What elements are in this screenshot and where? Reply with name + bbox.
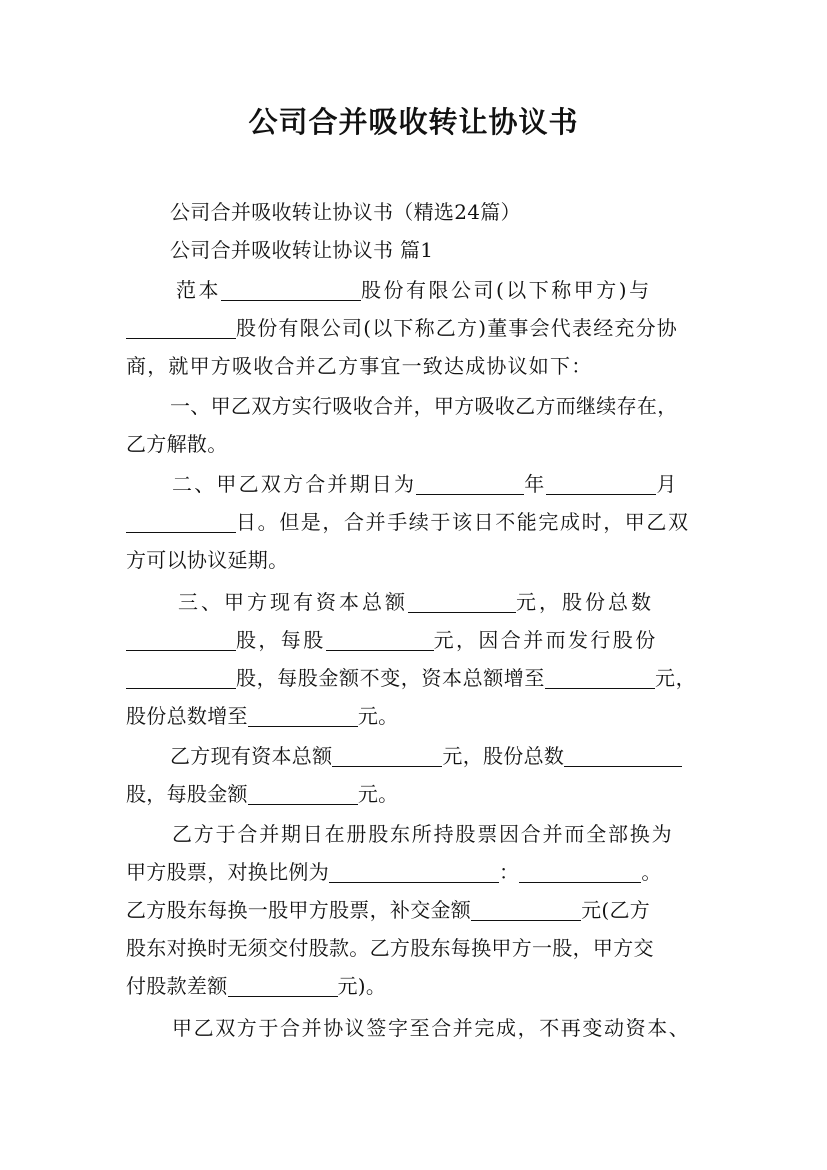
fill-blank [545, 668, 655, 689]
fill-blank [126, 512, 236, 533]
text-segment: 乙方现有资本总额 [170, 744, 333, 768]
text-segment: 元)。 [337, 974, 387, 998]
text-segment: 日。但是，合并手续于该日不能完成时，甲乙双 [236, 510, 690, 534]
text-segment: 月 [656, 472, 679, 496]
paragraph-line: 一、甲乙双方实行吸收合并，甲方吸收乙方而继续存在， [170, 394, 678, 418]
text-segment: 三、甲方现有资本总额 [178, 590, 408, 614]
paragraph-line [126, 702, 706, 730]
fill-blank [126, 630, 236, 651]
fill-blank [471, 900, 581, 921]
paragraph-line: 乙方解散。 [126, 432, 228, 456]
fill-blank [519, 862, 641, 883]
paragraph-line [126, 314, 706, 342]
text-segment: 股，每股金额 [126, 782, 248, 806]
paragraph-line [126, 858, 706, 886]
fill-blank [326, 630, 434, 651]
fill-blank [248, 784, 358, 805]
text-segment: 元。 [357, 704, 399, 728]
paragraph-line [126, 664, 706, 692]
fill-blank [408, 592, 516, 613]
fill-blank [416, 474, 524, 495]
text-segment: 元，股份总数 [442, 744, 565, 768]
text-segment: 元， [655, 666, 697, 690]
fill-blank [564, 746, 682, 767]
fill-blank [248, 706, 358, 727]
fill-blank [329, 862, 499, 883]
paragraph-line [178, 588, 758, 616]
paragraph-line: 股东对换时无须交付股款。乙方股东每换甲方一股，甲方交 [126, 936, 654, 960]
text-segment: 。 [641, 860, 662, 884]
paragraph-line [172, 470, 752, 498]
text-segment: 付股款差额 [126, 974, 228, 998]
paragraph-line [170, 742, 750, 770]
text-segment: 元，因合并而发行股份 [433, 628, 658, 652]
text-segment: 甲方股票，对换比例为 [126, 860, 329, 884]
paragraph-line [126, 780, 706, 808]
fill-blank [228, 976, 338, 997]
text-segment: 元(乙方 [581, 898, 651, 922]
text-segment: 元，股份总数 [516, 590, 654, 614]
paragraph-line: 乙方于合并期日在册股东所持股票因合并而全部换为 [172, 822, 674, 846]
text-segment: 股份有限公司(以下称甲方)与 [361, 278, 652, 302]
text-segment: 元。 [357, 782, 399, 806]
text-segment: 二、甲乙双方合并期日为 [172, 472, 417, 496]
paragraph-line [176, 276, 756, 304]
section-heading: 公司合并吸收转让协议书 篇1 [170, 238, 434, 262]
paragraph-line: 方可以协议延期。 [126, 548, 289, 572]
fill-blank [546, 474, 656, 495]
document-title: 公司合并吸收转让协议书 [248, 105, 579, 139]
text-segment: 股，每股金额不变，资本总额增至 [236, 666, 545, 690]
text-segment: ： [499, 860, 520, 884]
fill-blank [126, 318, 236, 339]
text-segment: 年 [524, 472, 547, 496]
text-segment: 乙方股东每换一股甲方股票，补交金额 [126, 898, 472, 922]
fill-blank [126, 668, 236, 689]
paragraph-line: 商，就甲方吸收合并乙方事宜一致达成协议如下： [126, 354, 593, 378]
fill-blank [332, 746, 442, 767]
paragraph-line [126, 626, 706, 654]
paragraph-line [126, 896, 706, 924]
text-segment: 范本 [176, 278, 221, 302]
paragraph-line [126, 508, 706, 536]
paragraph-line [126, 972, 706, 1000]
fill-blank [221, 280, 361, 301]
text-segment: 股份总数增至 [126, 704, 248, 728]
subtitle-line: 公司合并吸收转让协议书（精选24篇） [170, 200, 521, 224]
text-segment: 股份有限公司(以下称乙方)董事会代表经充分协 [236, 316, 679, 340]
paragraph-line: 甲乙双方于合并协议签字至合并完成，不再变动资本、 [172, 1016, 691, 1040]
text-segment: 股，每股 [236, 628, 326, 652]
